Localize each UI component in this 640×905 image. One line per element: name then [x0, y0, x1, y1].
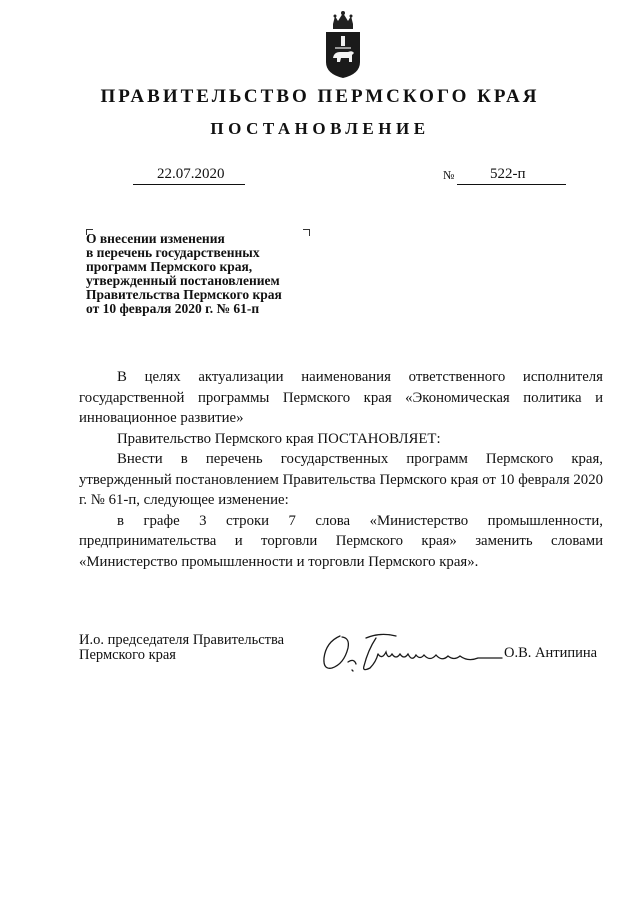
signer-position — [79, 633, 284, 663]
subject-line: программ Пермского края, — [86, 259, 253, 274]
subject-line: О внесении изменения — [86, 231, 225, 246]
subject-line: от 10 февраля 2020 г. № 61-п — [86, 301, 260, 316]
body-paragraph: в графе 3 строки 7 слова «Министерство промышленности, предпринимательства и торговли Пермского края» заменить словами «Министерство промышленности и торговли Пермского края». — [79, 512, 603, 570]
signer-position-line: Пермского края — [79, 647, 176, 663]
body-paragraph: В целях актуализации наименования ответственного исполнителя государственной программы Пермского края «Экономическая политика и инновационное развитие» — [79, 369, 603, 426]
subject-line: утвержденный постановлением — [86, 273, 280, 288]
subject-line: Правительства Пермского края — [86, 287, 282, 302]
document-subject — [86, 232, 326, 316]
signer-position-line: И.о. председателя Правительства — [79, 632, 285, 648]
body-paragraph: Внести в перечень государственных программ Пермского края, утвержденный постановлением Правительства Пермского края от 10 февраля 2020 г. № 61-п, следующее изменение: — [79, 451, 603, 508]
document-date: 22.07.2020 — [157, 166, 225, 182]
document-type: ПОСТАНОВЛЕНИЕ — [210, 119, 430, 138]
government-title: ПРАВИТЕЛЬСТВО ПЕРМСКОГО КРАЯ — [100, 86, 540, 107]
handwritten-signature-icon — [318, 628, 508, 676]
body-paragraph: Правительство Пермского края ПОСТАНОВЛЯЕТ: — [117, 430, 441, 447]
coat-of-arms-icon — [322, 10, 364, 80]
signer-name: О.В. Антипина — [504, 645, 598, 661]
number-sign: № — [443, 168, 455, 182]
document-body — [79, 367, 603, 572]
document-number: 522-п — [490, 166, 526, 182]
subject-line: в перечень государственных — [86, 245, 260, 260]
